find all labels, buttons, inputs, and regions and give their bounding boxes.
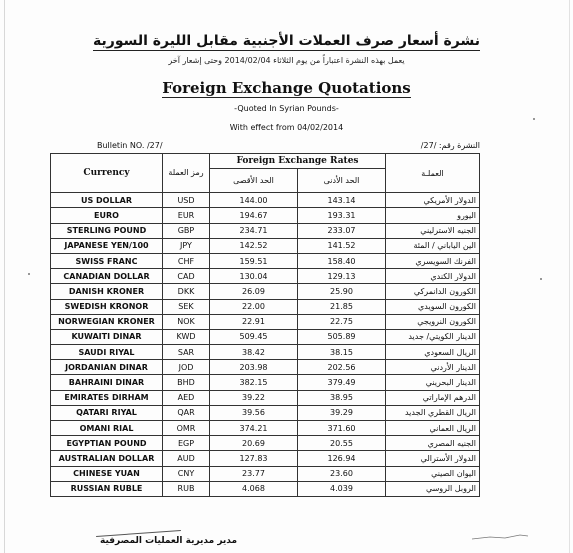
currency-code: RUB	[163, 481, 210, 496]
currency-name-en: JORDANIAN DINAR	[51, 360, 163, 375]
currency-code: EGP	[163, 436, 210, 451]
min-rate: 233.07	[298, 223, 386, 238]
currency-name-ar: الدينار البحريني	[386, 375, 480, 390]
max-rate: 159.51	[210, 253, 298, 268]
currency-name-ar: الروبل الروسي	[386, 481, 480, 496]
exchange-rates-table	[50, 153, 480, 497]
currency-name-ar: الدينار الأردني	[386, 360, 480, 375]
table-row	[51, 208, 480, 223]
min-rate: 202.56	[298, 360, 386, 375]
table-row	[51, 284, 480, 299]
min-rate: 4.039	[298, 481, 386, 496]
currency-code: QAR	[163, 405, 210, 420]
max-rate: 4.068	[210, 481, 298, 496]
currency-name-ar: الريال السعودي	[386, 345, 480, 360]
currency-name-ar: اليوان الصيني	[386, 466, 480, 481]
max-rate: 26.09	[210, 284, 298, 299]
header-currency-ar: العملـة	[386, 154, 480, 193]
currency-name-ar: الكورون السويدي	[386, 299, 480, 314]
max-rate: 382.15	[210, 375, 298, 390]
currency-code: AED	[163, 390, 210, 405]
max-rate: 234.71	[210, 223, 298, 238]
table-row	[51, 314, 480, 329]
currency-name-ar: الكورون النرويجي	[386, 314, 480, 329]
currency-name-en: EURO	[51, 208, 163, 223]
currency-name-en: EMIRATES DIRHAM	[51, 390, 163, 405]
header-currency-code-ar: رمز العملة	[163, 154, 210, 193]
currency-name-ar: الجنيه المصري	[386, 436, 480, 451]
table-row	[51, 223, 480, 238]
currency-code: KWD	[163, 329, 210, 344]
header-max-rate-ar: الحد الأقصى	[210, 169, 298, 193]
max-rate: 194.67	[210, 208, 298, 223]
table-row	[51, 436, 480, 451]
table-row	[51, 360, 480, 375]
currency-name-en: DANISH KRONER	[51, 284, 163, 299]
currency-name-en: AUSTRALIAN DOLLAR	[51, 451, 163, 466]
max-rate: 127.83	[210, 451, 298, 466]
min-rate: 371.60	[298, 421, 386, 436]
currency-name-ar: الدينار الكويتي/ جديد	[386, 329, 480, 344]
max-rate: 20.69	[210, 436, 298, 451]
currency-name-ar: الفرنك السويسري	[386, 253, 480, 268]
max-rate: 22.91	[210, 314, 298, 329]
max-rate: 38.42	[210, 345, 298, 360]
min-rate: 23.60	[298, 466, 386, 481]
table-row	[51, 451, 480, 466]
currency-name-en: NORWEGIAN KRONER	[51, 314, 163, 329]
max-rate: 374.21	[210, 421, 298, 436]
table-row	[51, 481, 480, 496]
currency-code: CNY	[163, 466, 210, 481]
currency-code: NOK	[163, 314, 210, 329]
currency-code: EUR	[163, 208, 210, 223]
english-subtitle-quoted: -Quoted In Syrian Pounds-	[234, 104, 339, 113]
arabic-subtitle: يعمل بهذه النشرة اعتباراً من يوم الثلاثاء 2014/02/04 وحتى إشعار آخر	[168, 56, 405, 65]
min-rate: 379.49	[298, 375, 386, 390]
currency-name-en: STERLING POUND	[51, 223, 163, 238]
max-rate: 509.45	[210, 329, 298, 344]
currency-name-en: SWISS FRANC	[51, 253, 163, 268]
table-header-row-1	[51, 154, 480, 169]
table-row	[51, 299, 480, 314]
currency-name-en: SAUDI RIYAL	[51, 345, 163, 360]
table-row	[51, 405, 480, 420]
currency-name-en: EGYPTIAN POUND	[51, 436, 163, 451]
currency-name-ar: الدولار الكندي	[386, 269, 480, 284]
header-foreign-exchange-rates: Foreign Exchange Rates	[210, 154, 386, 169]
header-min-rate-ar: الحد الأدنى	[298, 169, 386, 193]
scan-speck	[540, 278, 542, 280]
english-subtitle-effective-date: With effect from 04/02/2014	[229, 123, 344, 132]
currency-name-en: CANADIAN DOLLAR	[51, 269, 163, 284]
currency-name-ar: اليورو	[386, 208, 480, 223]
currency-name-en: JAPANESE YEN/100	[51, 238, 163, 253]
max-rate: 22.00	[210, 299, 298, 314]
scan-speck	[533, 118, 535, 120]
min-rate: 126.94	[298, 451, 386, 466]
min-rate: 129.13	[298, 269, 386, 284]
currency-name-en: OMANI RIAL	[51, 421, 163, 436]
max-rate: 144.00	[210, 193, 298, 208]
english-title: Foreign Exchange Quotations	[162, 79, 411, 97]
currency-name-ar: الين الياباني / المئة	[386, 238, 480, 253]
currency-name-en: RUSSIAN RUBLE	[51, 481, 163, 496]
min-rate: 20.55	[298, 436, 386, 451]
min-rate: 141.52	[298, 238, 386, 253]
bulletin-number-ar: النشرة رقم: /27/	[420, 141, 480, 150]
currency-name-ar: الدولار الأسترالي	[386, 451, 480, 466]
handwritten-mark	[470, 530, 530, 542]
table-row	[51, 329, 480, 344]
currency-code: AUD	[163, 451, 210, 466]
min-rate: 38.15	[298, 345, 386, 360]
currency-name-ar: الريال العماني	[386, 421, 480, 436]
arabic-title: نشرة أسعار صرف العملات الأجنبية مقابل الليرة السورية	[93, 33, 480, 49]
currency-code: SAR	[163, 345, 210, 360]
currency-name-en: BAHRAINI DINAR	[51, 375, 163, 390]
max-rate: 39.56	[210, 405, 298, 420]
min-rate: 25.90	[298, 284, 386, 299]
currency-code: JPY	[163, 238, 210, 253]
currency-name-en: US DOLLAR	[51, 193, 163, 208]
max-rate: 23.77	[210, 466, 298, 481]
bulletin-number-en: Bulletin NO. /27/	[97, 141, 163, 150]
table-row	[51, 345, 480, 360]
currency-name-ar: الدولار الأمريكي	[386, 193, 480, 208]
table-row	[51, 253, 480, 268]
table-row	[51, 193, 480, 208]
min-rate: 38.95	[298, 390, 386, 405]
table-row	[51, 238, 480, 253]
max-rate: 130.04	[210, 269, 298, 284]
table-row	[51, 421, 480, 436]
max-rate: 203.98	[210, 360, 298, 375]
currency-code: JOD	[163, 360, 210, 375]
currency-name-en: SWEDISH KRONOR	[51, 299, 163, 314]
min-rate: 505.89	[298, 329, 386, 344]
min-rate: 158.40	[298, 253, 386, 268]
min-rate: 39.29	[298, 405, 386, 420]
currency-code: OMR	[163, 421, 210, 436]
currency-code: BHD	[163, 375, 210, 390]
currency-name-ar: الكورون الدانمركي	[386, 284, 480, 299]
currency-name-ar: الجنيه الاسترليني	[386, 223, 480, 238]
max-rate: 142.52	[210, 238, 298, 253]
table-row	[51, 390, 480, 405]
scan-speck	[28, 273, 30, 275]
currency-name-en: QATARI RIYAL	[51, 405, 163, 420]
currency-code: DKK	[163, 284, 210, 299]
min-rate: 21.85	[298, 299, 386, 314]
table-row	[51, 375, 480, 390]
currency-name-ar: الدرهم الإماراتي	[386, 390, 480, 405]
table-row	[51, 269, 480, 284]
min-rate: 22.75	[298, 314, 386, 329]
header-currency: Currency	[51, 154, 163, 193]
currency-code: CAD	[163, 269, 210, 284]
currency-code: CHF	[163, 253, 210, 268]
table-row	[51, 466, 480, 481]
currency-name-ar: الريال القطري الجديد	[386, 405, 480, 420]
currency-code: USD	[163, 193, 210, 208]
footer-signatory-ar: مدير مديرية العمليات المصرفية	[100, 536, 238, 546]
currency-code: GBP	[163, 223, 210, 238]
max-rate: 39.22	[210, 390, 298, 405]
exchange-rates-body	[51, 193, 480, 497]
currency-name-en: CHINESE YUAN	[51, 466, 163, 481]
currency-name-en: KUWAITI DINAR	[51, 329, 163, 344]
min-rate: 143.14	[298, 193, 386, 208]
currency-code: SEK	[163, 299, 210, 314]
min-rate: 193.31	[298, 208, 386, 223]
